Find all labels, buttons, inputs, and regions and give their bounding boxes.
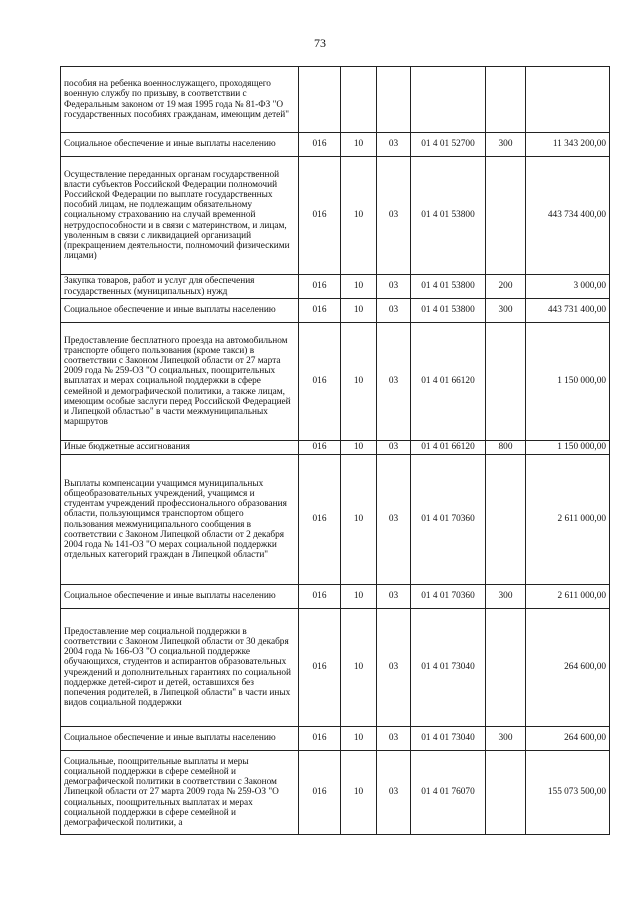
cell-section: 10 [341, 275, 377, 299]
cell-vr: 300 [486, 727, 526, 751]
cell-amount: 2 611 000,00 [526, 455, 610, 585]
cell-vr: 300 [486, 585, 526, 609]
cell-section: 10 [341, 455, 377, 585]
cell-target: 01 4 01 70360 [411, 585, 486, 609]
cell-subsection: 03 [377, 133, 411, 157]
cell-subsection: 03 [377, 157, 411, 275]
table-row [61, 323, 610, 441]
cell-code: 016 [299, 727, 341, 751]
cell-target: 01 4 01 52700 [411, 133, 486, 157]
cell-section: 10 [341, 727, 377, 751]
cell-subsection: 03 [377, 455, 411, 585]
cell-vr [486, 455, 526, 585]
cell-desc: Социальные, поощрительные выплаты и меры социальной поддержки в сфере семейной и демографической политики в соответствии с Законом Липецкой области от 27 марта 2009 года № 259-ОЗ "О социальных, поощрительных выплатах и мерах социальной поддержки в сфере семейной и демографической политики, а [61, 751, 299, 835]
cell-code: 016 [299, 275, 341, 299]
cell-amount: 443 734 400,00 [526, 157, 610, 275]
cell-section: 10 [341, 585, 377, 609]
cell-subsection: 03 [377, 727, 411, 751]
cell-vr [486, 157, 526, 275]
cell-amount: 2 611 000,00 [526, 585, 610, 609]
cell-target: 01 4 01 76070 [411, 751, 486, 835]
cell-section: 10 [341, 609, 377, 727]
cell-desc: Предоставление бесплатного проезда на автомобильном транспорте общего пользования (кроме такси) в соответствии с Законом Липецкой области от 27 марта 2009 года № 259-ОЗ "О социальных, поощрительных выплатах и мерах социальной поддержки в сфере семейной и демографической политики, а также лицам, имеющим особые заслуги перед Российской Федерацией и Липецкой областью" в части межмуниципальных маршрутов [61, 323, 299, 441]
cell-amount: 264 600,00 [526, 727, 610, 751]
table-row [61, 455, 610, 585]
table-row [61, 727, 610, 751]
cell-target: 01 4 01 66120 [411, 441, 486, 455]
cell-section: 10 [341, 299, 377, 323]
cell-target: 01 4 01 53800 [411, 275, 486, 299]
cell-target: 01 4 01 73040 [411, 727, 486, 751]
cell-vr [486, 751, 526, 835]
cell-subsection: 03 [377, 275, 411, 299]
cell-vr: 300 [486, 299, 526, 323]
cell-code: 016 [299, 455, 341, 585]
cell-section: 10 [341, 441, 377, 455]
cell-target [411, 67, 486, 133]
cell-desc: Закупка товаров, работ и услуг для обеспечения государственных (муниципальных) нужд [61, 275, 299, 299]
cell-amount: 11 343 200,00 [526, 133, 610, 157]
cell-desc: Социальное обеспечение и иные выплаты населению [61, 585, 299, 609]
cell-subsection: 03 [377, 441, 411, 455]
page-number: 73 [314, 36, 326, 50]
cell-vr: 200 [486, 275, 526, 299]
cell-code: 016 [299, 299, 341, 323]
budget-table [60, 66, 610, 835]
table-row [61, 609, 610, 727]
cell-vr [486, 323, 526, 441]
cell-code: 016 [299, 585, 341, 609]
cell-desc: Предоставление мер социальной поддержки в соответствии с Законом Липецкой области от 30 декабря 2004 года № 166-ОЗ "О социальной поддержке обучающихся, студентов и аспирантов образовательных учреждений и дополнительных гарантиях по социальной поддержке детей-сирот и детей, оставшихся без попечения родителей, в Липецкой области" в части иных видов социальной поддержки [61, 609, 299, 727]
cell-vr: 800 [486, 441, 526, 455]
cell-amount: 264 600,00 [526, 609, 610, 727]
cell-subsection: 03 [377, 585, 411, 609]
cell-amount: 1 150 000,00 [526, 323, 610, 441]
cell-target: 01 4 01 53800 [411, 157, 486, 275]
cell-desc: Иные бюджетные ассигнования [61, 441, 299, 455]
table-row [61, 585, 610, 609]
table-row [61, 275, 610, 299]
cell-amount: 3 000,00 [526, 275, 610, 299]
cell-desc: пособия на ребенка военнослужащего, проходящего военную службу по призыву, в соответствии с Федеральным законом от 19 мая 1995 года № 81-ФЗ "О государственных пособиях гражданам, имеющим детей" [61, 67, 299, 133]
cell-section: 10 [341, 751, 377, 835]
table-row [61, 751, 610, 835]
table-row [61, 441, 610, 455]
cell-desc: Выплаты компенсации учащимся муниципальных общеобразовательных учреждений, учащимся и студентам учреждений профессионального образования области, пользующимся транспортом общего пользования межмуниципального сообщения в соответствии с Законом Липецкой области от 2 декабря 2004 года № 141-ОЗ "О мерах социальной поддержки отдельных категорий граждан в Липецкой области" [61, 455, 299, 585]
cell-section: 10 [341, 133, 377, 157]
table-row [61, 133, 610, 157]
cell-code: 016 [299, 609, 341, 727]
cell-subsection [377, 67, 411, 133]
cell-section [341, 67, 377, 133]
cell-code [299, 67, 341, 133]
cell-desc: Социальное обеспечение и иные выплаты населению [61, 727, 299, 751]
cell-subsection: 03 [377, 751, 411, 835]
cell-code: 016 [299, 441, 341, 455]
cell-target: 01 4 01 70360 [411, 455, 486, 585]
cell-desc: Социальное обеспечение и иные выплаты населению [61, 299, 299, 323]
cell-target: 01 4 01 66120 [411, 323, 486, 441]
cell-code: 016 [299, 751, 341, 835]
cell-target: 01 4 01 53800 [411, 299, 486, 323]
cell-target: 01 4 01 73040 [411, 609, 486, 727]
cell-desc: Социальное обеспечение и иные выплаты населению [61, 133, 299, 157]
cell-subsection: 03 [377, 323, 411, 441]
cell-amount: 155 073 500,00 [526, 751, 610, 835]
cell-vr [486, 67, 526, 133]
cell-desc: Осуществление переданных органам государственной власти субъектов Российской Федерации полномочий Российской Федерации по выплате государственных пособий лицам, не подлежащим обязательному социальному страхованию на случай временной нетрудоспособности и в связи с материнством, и лицам, уволенным в связи с ликвидацией организаций (прекращением деятельности, полномочий физическими лицами) [61, 157, 299, 275]
cell-vr: 300 [486, 133, 526, 157]
cell-section: 10 [341, 323, 377, 441]
cell-code: 016 [299, 323, 341, 441]
cell-amount: 1 150 000,00 [526, 441, 610, 455]
table-row [61, 67, 610, 133]
cell-amount [526, 67, 610, 133]
cell-vr [486, 609, 526, 727]
cell-code: 016 [299, 157, 341, 275]
cell-section: 10 [341, 157, 377, 275]
cell-subsection: 03 [377, 299, 411, 323]
cell-code: 016 [299, 133, 341, 157]
cell-amount: 443 731 400,00 [526, 299, 610, 323]
cell-subsection: 03 [377, 609, 411, 727]
table-row [61, 299, 610, 323]
table-row [61, 157, 610, 275]
